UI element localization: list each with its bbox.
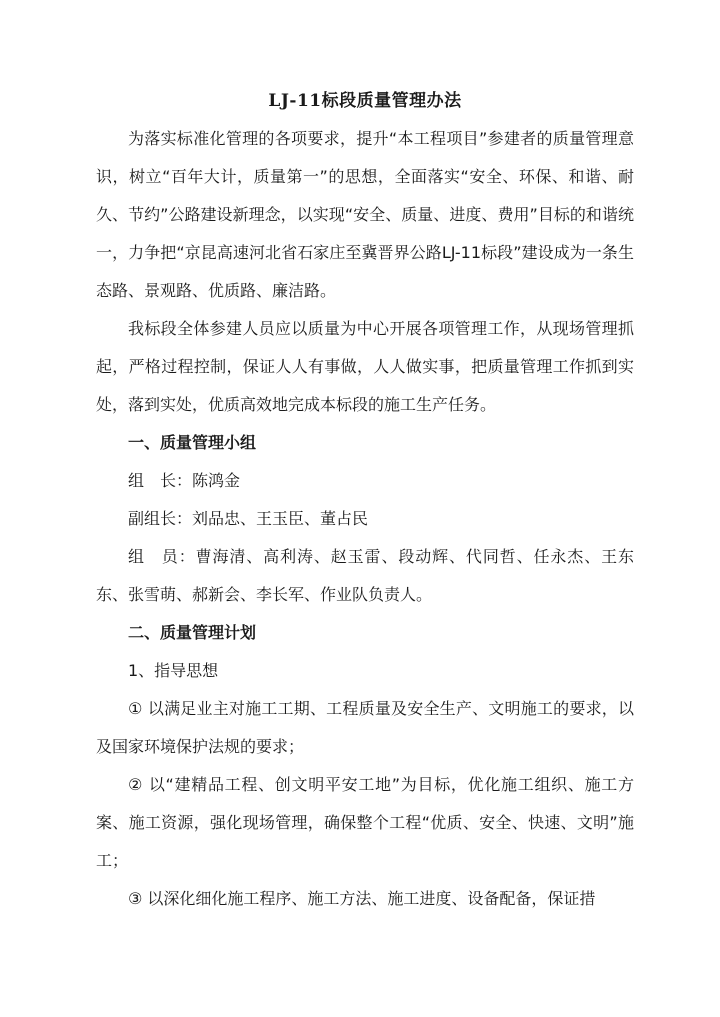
intro-paragraph-2: 我标段全体参建人员应以质量为中心开展各项管理工作，从现场管理抓起，严格过程控制，保证人人有事做，人人做实事，把质量管理工作抓到实处，落到实处，优质高效地完成本标段的施工生产任务。 (96, 319, 634, 414)
intro-paragraph-1: 为落实标准化管理的各项要求，提升“本工程项目”参建者的质量管理意识，树立“百年大计，质量第一”的思想，全面落实“安全、环保、和谐、耐久、节约”公路建设新理念，以实现“安全、质量、进度、费用”目标的和谐统一，力争把“京昆高速河北省石家庄至冀晋界公路LJ-11标段”建设成为一条生态路、景观路、优质路、廉洁路。 (96, 129, 634, 300)
document-page (96, 84, 634, 918)
list-item-2: ② 以“建精品工程、创文明平安工地”为目标，优化施工组织、施工方案、施工资源，强化现场管理，确保整个工程“优质、安全、快速、文明”施工； (96, 775, 634, 870)
group-members: 组 员：曹海清、高利涛、赵玉雷、段动辉、代同哲、任永杰、王东东、张雪萌、郝新会、李长军、作业队负责人。 (96, 547, 634, 604)
section-1-heading: 一、质量管理小组 (128, 433, 257, 452)
document-title: LJ-11标段质量管理办法 (268, 91, 462, 111)
list-item-1: ① 以满足业主对施工工期、工程质量及安全生产、文明施工的要求，以及国家环境保护法规的要求； (96, 699, 634, 756)
list-item-3: ③ 以深化细化施工程序、施工方法、施工进度、设备配备，保证措 (128, 889, 596, 908)
section-2-heading: 二、质量管理计划 (128, 623, 257, 642)
group-leader: 组 长：陈鸿金 (128, 471, 241, 490)
subsection-guiding-ideology: 1、指导思想 (128, 661, 219, 680)
deputy-leaders: 副组长：刘品忠、王玉臣、董占民 (128, 509, 369, 528)
